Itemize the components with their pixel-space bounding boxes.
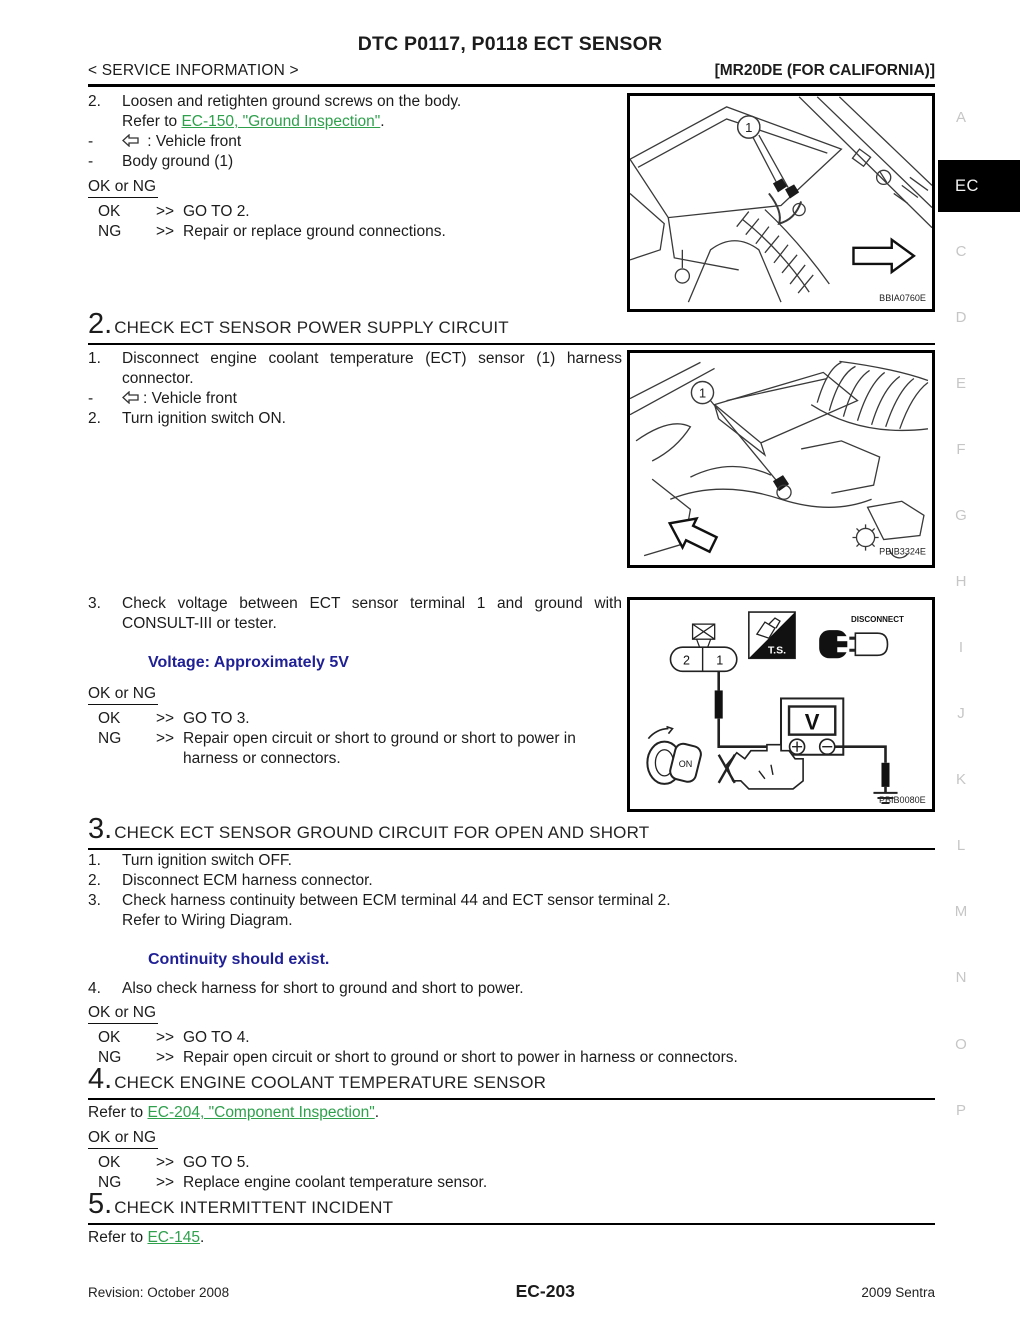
sidebar-letter-d: D	[955, 309, 967, 326]
list-number: 2.	[88, 410, 101, 427]
ignition-on-icon	[647, 727, 702, 784]
pin-2-label: 2	[683, 653, 691, 668]
refer-suffix: .	[374, 1104, 380, 1121]
vehicle-front-arrow-icon	[122, 391, 139, 404]
vehicle-front-arrow-icon	[663, 509, 721, 559]
result-key: OK	[98, 1154, 121, 1171]
result-ok-row	[88, 1153, 935, 1173]
sidebar-letter-j: J	[957, 705, 965, 722]
result-ok-row	[88, 202, 622, 222]
dash-bullet: -	[88, 153, 94, 170]
result-ng-row	[88, 729, 622, 769]
header-rule	[88, 84, 935, 87]
sidebar-letter-f: F	[956, 441, 966, 458]
list-number: 1.	[88, 350, 101, 367]
result-text: GO TO 4.	[183, 1029, 250, 1046]
body-ground-label: Body ground (1)	[122, 153, 234, 170]
header-row	[88, 62, 935, 80]
vehicle-front-label: : Vehicle front	[143, 390, 237, 407]
result-separator: >>	[156, 1154, 175, 1171]
result-separator: >>	[156, 223, 175, 240]
figure-code: PBIB0080E	[878, 794, 926, 805]
dash-bullet: -	[88, 133, 94, 150]
result-separator: >>	[156, 1049, 175, 1066]
link-ec150-ground-inspection[interactable]: EC-150, "Ground Inspection"	[181, 113, 381, 130]
result-key: OK	[98, 1029, 121, 1046]
sidebar-letter-m: M	[954, 903, 968, 920]
result-ng-row	[88, 222, 622, 242]
list-text: Loosen and retighten ground screws on the body.	[122, 93, 462, 110]
result-text: GO TO 3.	[183, 710, 250, 727]
refer-suffix: .	[200, 1229, 205, 1246]
sidebar-letter-a: A	[955, 109, 966, 126]
harness-connector-icon	[670, 624, 736, 671]
list-number: 3.	[88, 892, 101, 909]
result-text: Repair open circuit or short to ground or short to power in harness or connectors.	[183, 730, 576, 767]
list-item	[88, 389, 622, 409]
result-separator: >>	[156, 203, 175, 220]
ts-label: T.S.	[767, 644, 787, 657]
voltmeter-label: V	[804, 709, 820, 735]
sidebar-letter-o: O	[955, 1036, 967, 1053]
list-text: Turn ignition switch OFF.	[122, 852, 292, 869]
list-number: 4.	[88, 980, 101, 997]
refer-suffix: .	[380, 113, 385, 130]
list-text: Disconnect engine coolant temperature (ECT) sensor (1) harness connector.	[122, 350, 622, 387]
result-key: NG	[98, 730, 122, 747]
step-number: 4.	[88, 1063, 113, 1095]
step-title: CHECK ECT SENSOR GROUND CIRCUIT FOR OPEN AND SHORT	[114, 823, 650, 842]
step-heading-5	[88, 1189, 935, 1225]
refer-prefix: Refer to	[88, 1104, 148, 1121]
list-text: Check harness continuity between ECM terminal 44 and ECT sensor terminal 2.	[122, 892, 671, 909]
sidebar-letter-i: I	[958, 639, 964, 656]
engine-variant-tag: [MR20DE (FOR CALIFORNIA)]	[714, 62, 935, 79]
callout-number: 1	[745, 120, 753, 136]
list-item	[88, 851, 935, 871]
engine-icon	[719, 745, 803, 789]
section-power-supply-items	[88, 349, 622, 429]
list-item	[88, 891, 935, 931]
list-item	[88, 409, 622, 429]
link-ec204-component-inspection[interactable]: EC-204, "Component Inspection"	[147, 1104, 375, 1121]
engine-top-illustration	[630, 353, 932, 565]
page-title: DTC P0117, P0118 ECT SENSOR	[357, 33, 663, 55]
list-item	[88, 92, 622, 132]
section-component-inspection	[88, 1103, 935, 1193]
okng-heading: OK or NG	[88, 1128, 158, 1149]
result-separator: >>	[156, 1029, 175, 1046]
step-heading-3	[88, 814, 935, 850]
refer-prefix: Refer to	[88, 1229, 148, 1246]
result-separator: >>	[156, 1174, 175, 1191]
circuit-diagram	[630, 600, 932, 809]
model-label: 2009 Sentra	[861, 1285, 935, 1300]
result-key: OK	[98, 203, 121, 220]
step-number: 5.	[88, 1188, 113, 1220]
result-separator: >>	[156, 710, 175, 727]
list-text: Check voltage between ECT sensor terminal 1 and ground with CONSULT-III or tester.	[122, 595, 622, 632]
service-information-label: < SERVICE INFORMATION >	[88, 62, 299, 79]
vehicle-front-label: : Vehicle front	[143, 133, 242, 150]
list-item	[88, 871, 935, 891]
step-title: CHECK ENGINE COOLANT TEMPERATURE SENSOR	[114, 1073, 547, 1092]
list-item	[88, 349, 622, 389]
list-text: Disconnect ECM harness connector.	[122, 872, 373, 889]
list-item	[88, 979, 935, 999]
list-number: 3.	[88, 595, 101, 612]
spec-continuity: Continuity should exist.	[148, 951, 330, 968]
revision-label: Revision: October 2008	[88, 1285, 230, 1300]
list-number: 2.	[88, 93, 101, 110]
page-footer	[88, 1281, 935, 1302]
step-heading-4	[88, 1064, 935, 1100]
section-ground-circuit	[88, 851, 935, 1068]
okng-heading: OK or NG	[88, 1003, 158, 1024]
figure-voltage-check-diagram	[627, 597, 935, 812]
sidebar-letter-l: L	[956, 837, 966, 854]
list-text: Also check harness for short to ground and short to power.	[122, 980, 524, 997]
sidebar-tab-label: EC	[955, 176, 979, 195]
vehicle-front-arrow-icon	[853, 240, 913, 272]
page-number: EC-203	[515, 1281, 575, 1301]
step-number: 2.	[88, 308, 113, 340]
result-text: GO TO 5.	[183, 1154, 250, 1171]
refer-prefix: Refer to	[122, 113, 182, 130]
probe-wire	[715, 671, 783, 746]
list-text-continued: Refer to Wiring Diagram.	[122, 912, 293, 929]
sidebar-letter-h: H	[955, 573, 967, 590]
result-text: Repair or replace ground connections.	[183, 223, 446, 240]
sidebar-letter-p: P	[955, 1102, 966, 1119]
section-intermittent-incident	[88, 1228, 935, 1248]
ignition-on-label: ON	[678, 758, 693, 769]
result-text: GO TO 2.	[183, 203, 250, 220]
vehicle-front-arrow-icon	[122, 134, 139, 147]
sidebar-letter-e: E	[955, 375, 966, 392]
sidebar-letter-g: G	[955, 507, 967, 524]
result-key: NG	[98, 223, 122, 240]
list-item	[88, 594, 622, 634]
figure-ground-screw-location	[627, 93, 935, 312]
list-number: 1.	[88, 852, 101, 869]
disconnect-label: DISCONNECT	[850, 615, 904, 625]
sidebar-letter-n: N	[955, 969, 967, 986]
callout-number: 1	[698, 385, 707, 401]
result-text: Repair open circuit or short to ground or short to power in harness or connectors.	[183, 1049, 738, 1066]
section-ground-inspection	[88, 92, 622, 242]
figure-code: PBIB3324E	[879, 546, 926, 557]
figure-code: BBIA0760E	[879, 293, 926, 304]
engine-bay-illustration	[630, 96, 932, 309]
list-item	[88, 132, 622, 152]
dash-bullet: -	[88, 390, 94, 407]
spec-voltage: Voltage: Approximately 5V	[148, 654, 349, 671]
pin-1-label: 1	[716, 653, 724, 668]
sidebar-letter-c: C	[955, 243, 967, 260]
link-ec145[interactable]: EC-145	[147, 1229, 201, 1246]
result-key: NG	[98, 1049, 122, 1066]
result-key: NG	[98, 1174, 122, 1191]
result-separator: >>	[156, 730, 175, 747]
okng-heading: OK or NG	[88, 684, 158, 705]
sidebar-letter-k: K	[955, 771, 966, 788]
result-ok-row	[88, 1028, 935, 1048]
list-number: 2.	[88, 872, 101, 889]
step-title: CHECK ECT SENSOR POWER SUPPLY CIRCUIT	[114, 318, 509, 337]
result-ok-row	[88, 709, 622, 729]
disconnect-icon	[819, 630, 887, 658]
result-key: OK	[98, 710, 121, 727]
step-number: 3.	[88, 813, 113, 845]
list-text: Turn ignition switch ON.	[122, 410, 286, 427]
step-title: CHECK INTERMITTENT INCIDENT	[114, 1198, 394, 1217]
result-text: Replace engine coolant temperature sensor.	[183, 1174, 488, 1191]
sidebar-tab-ec-active	[938, 160, 1020, 212]
okng-heading: OK or NG	[88, 177, 158, 198]
section-voltage-check	[88, 594, 622, 769]
list-item	[88, 152, 622, 172]
step-heading-2	[88, 309, 935, 345]
figure-ect-sensor-location	[627, 350, 935, 568]
